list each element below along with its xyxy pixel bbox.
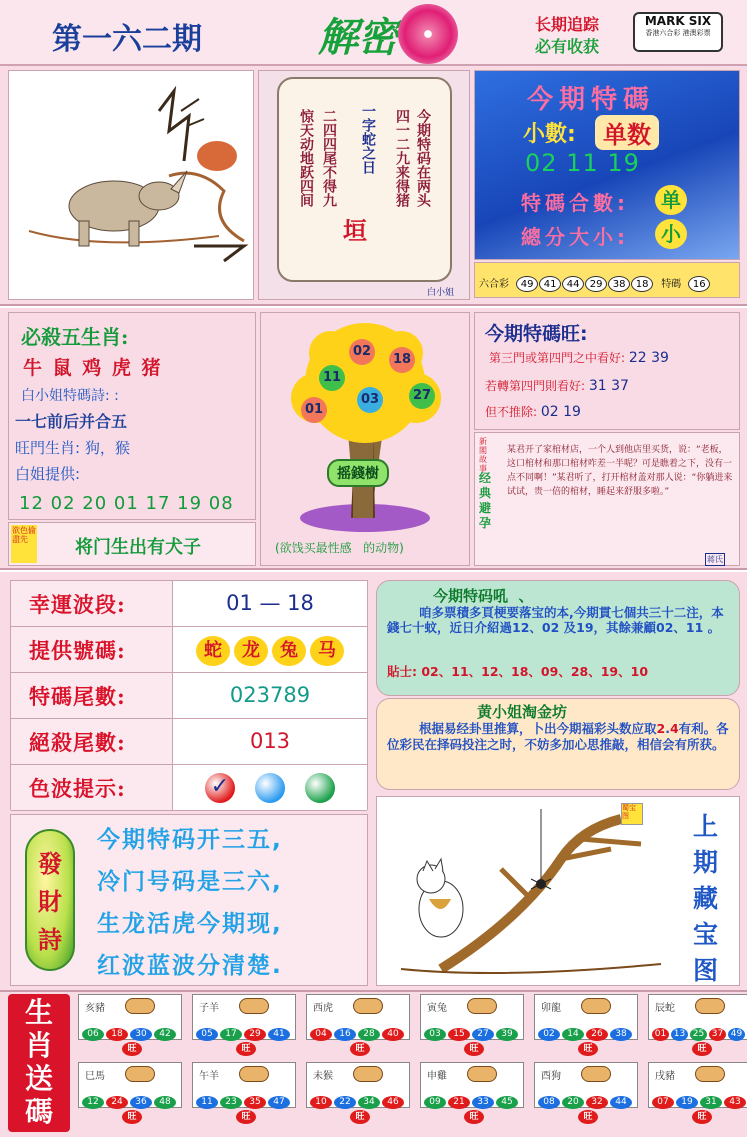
slogan-2: 必有收获 bbox=[535, 37, 600, 56]
zodiac-ball: 01 bbox=[652, 1028, 669, 1041]
story-side: 经典避孕 bbox=[479, 471, 492, 530]
page-title: 解密 bbox=[318, 14, 398, 61]
kill-panel bbox=[8, 312, 256, 520]
tree-ball: 18 bbox=[389, 347, 415, 373]
zodiac-card bbox=[306, 994, 410, 1040]
zodiac-name: 寅兔 bbox=[427, 1003, 447, 1014]
prosper-panel bbox=[474, 312, 740, 430]
wang-badge: 旺 bbox=[692, 1042, 712, 1056]
animal-chip: 蛇 bbox=[196, 636, 230, 666]
zodiac-animal-icon bbox=[353, 998, 383, 1014]
wang-badge: 旺 bbox=[236, 1042, 256, 1056]
zodiac-balls bbox=[424, 1089, 520, 1109]
sum-value: 单 bbox=[655, 185, 687, 215]
cat-tree-icon bbox=[381, 799, 681, 985]
info-row-value: 01 — 18 bbox=[173, 581, 367, 626]
zodiac-ball: 18 bbox=[106, 1028, 128, 1041]
story-panel bbox=[474, 432, 740, 566]
prosper-line-1: 第三門或第四門之中看好: 22 39 bbox=[489, 350, 669, 366]
info-row-value bbox=[173, 765, 367, 810]
animal-chip: 龙 bbox=[234, 636, 268, 666]
lotto-ball: 18 bbox=[631, 276, 653, 292]
kill-numbers: 12 02 20 01 17 19 08 bbox=[19, 493, 234, 514]
tree-ball: 11 bbox=[319, 365, 345, 391]
tree-caption: (欲饯买最性感 的动物) bbox=[275, 541, 404, 555]
te-ball: 16 bbox=[688, 276, 710, 292]
lotto-ball: 38 bbox=[608, 276, 630, 292]
zodiac-card bbox=[648, 994, 747, 1040]
facai-line-3: 生龙活虎今期现, bbox=[97, 911, 283, 937]
wang-men: 旺門生肖: 狗，猴 bbox=[15, 439, 130, 457]
zodiac-animal-icon bbox=[467, 1066, 497, 1082]
zodiac-ball: 19 bbox=[676, 1096, 698, 1109]
wang-badge: 旺 bbox=[350, 1042, 370, 1056]
special-panel bbox=[474, 70, 740, 260]
zodiac-name: 戌豬 bbox=[655, 1071, 675, 1082]
zodiac-name: 辰蛇 bbox=[655, 1003, 675, 1014]
wang-badge: 旺 bbox=[122, 1110, 142, 1124]
zodiac-name: 未猴 bbox=[313, 1071, 333, 1082]
zodiac-animal-icon bbox=[695, 1066, 725, 1082]
animal-chip: 兔 bbox=[272, 636, 306, 666]
zodiac-ball: 03 bbox=[424, 1028, 446, 1041]
zodiac-ball: 38 bbox=[610, 1028, 632, 1041]
rhino-icon bbox=[9, 71, 253, 299]
zodiac-balls bbox=[424, 1021, 520, 1041]
zodiac-card bbox=[420, 994, 524, 1040]
zodiac-balls bbox=[538, 1089, 634, 1109]
zodiac-name: 卯龍 bbox=[541, 1003, 561, 1014]
gold-hl-1: 2 bbox=[656, 721, 666, 736]
zodiac-card bbox=[534, 1062, 638, 1108]
color-ball: ✓ bbox=[205, 773, 235, 803]
gold-text: 根据易经卦里推算，卜出今期福彩头数应取2.4有利。各位彩民在择码投注之时，不妨多加心思推敲，相信会有所获。 bbox=[387, 721, 729, 752]
treasure-title: 上期藏宝图 bbox=[693, 812, 719, 985]
zodiac-ball: 08 bbox=[538, 1096, 560, 1109]
proverb-tag: 欲色偷盡先 bbox=[11, 525, 37, 563]
wang-badge: 旺 bbox=[578, 1042, 598, 1056]
zodiac-ball: 45 bbox=[496, 1096, 518, 1109]
zodiac-name: 巳馬 bbox=[85, 1071, 105, 1082]
riddle-vertical: 一字蛇之日 bbox=[360, 104, 376, 174]
story-text: 某君开了家棺材店，一个人到他店里买货，说：“老板，这口棺材和那口棺材咋差一半呢？可是瞧着之下，没有一点不同啊！”某君听了，打开棺材盖对那人说：“你躺进来试试，贵一倍的棺材，睡起来舒服多啦。” bbox=[507, 445, 733, 497]
facai-badge: 發 財 詩 bbox=[25, 829, 75, 971]
total-label: 總分大小: bbox=[521, 225, 629, 249]
lotto-ball: 49 bbox=[516, 276, 538, 292]
zodiac-ball: 49 bbox=[728, 1028, 745, 1041]
tree-ball: 27 bbox=[409, 383, 435, 409]
zodiac-ball: 10 bbox=[310, 1096, 332, 1109]
poem-title: 白小姐特碼詩: : bbox=[21, 388, 119, 404]
color-ball bbox=[255, 773, 285, 803]
info-row bbox=[11, 627, 367, 673]
slogan-1: 长期追踪 bbox=[535, 15, 600, 34]
wang-badge: 旺 bbox=[578, 1110, 598, 1124]
wang-badge: 旺 bbox=[464, 1110, 484, 1124]
zodiac-ball: 06 bbox=[82, 1028, 104, 1041]
zodiac-ball: 15 bbox=[448, 1028, 470, 1041]
zodiac-card bbox=[78, 994, 182, 1040]
wang-badge: 旺 bbox=[350, 1110, 370, 1124]
zodiac-ball: 27 bbox=[472, 1028, 494, 1041]
zodiac-ball: 13 bbox=[671, 1028, 688, 1041]
zodiac-card bbox=[192, 1062, 296, 1108]
zodiac-ball: 35 bbox=[244, 1096, 266, 1109]
zodiac-ball: 43 bbox=[724, 1096, 746, 1109]
zodiac-name: 午羊 bbox=[199, 1071, 219, 1082]
scroll-panel bbox=[258, 70, 470, 300]
tree-ball: 01 bbox=[301, 397, 327, 423]
zodiac-name: 申雞 bbox=[427, 1071, 447, 1082]
zodiac-ball: 32 bbox=[586, 1096, 608, 1109]
zodiac-card bbox=[648, 1062, 747, 1108]
zodiac-balls bbox=[82, 1021, 178, 1041]
zodiac-card bbox=[78, 1062, 182, 1108]
zodiac-balls bbox=[652, 1089, 747, 1109]
zodiac-name: 西虎 bbox=[313, 1003, 333, 1014]
zodiac-ball: 46 bbox=[382, 1096, 404, 1109]
info-row-value bbox=[173, 627, 367, 672]
color-ball bbox=[305, 773, 335, 803]
zodiac-name: 子羊 bbox=[199, 1003, 219, 1014]
issue-label: 第一六二期 bbox=[52, 22, 202, 57]
info-row bbox=[11, 765, 367, 811]
small-value: 单数 bbox=[595, 115, 659, 150]
zodiac-animal-icon bbox=[239, 998, 269, 1014]
zodiac-card bbox=[534, 994, 638, 1040]
proverb-panel bbox=[8, 522, 256, 566]
roar-panel bbox=[376, 580, 740, 696]
riddle-answer: 垣 bbox=[343, 216, 367, 245]
info-row bbox=[11, 673, 367, 719]
treasure-panel bbox=[376, 796, 740, 986]
zodiac-name: 亥豬 bbox=[85, 1003, 105, 1014]
poem-col-1: 今期特码在两头 bbox=[415, 109, 431, 207]
poem-line: 一七前后并合五 bbox=[15, 412, 128, 431]
roar-title: 今期特码吼 、 bbox=[433, 587, 534, 605]
prosper-line-3: 但不推除: 02 19 bbox=[485, 404, 581, 420]
lotto-ball: 44 bbox=[562, 276, 584, 292]
zodiac-ball: 37 bbox=[709, 1028, 726, 1041]
zodiac-ball: 48 bbox=[154, 1096, 176, 1109]
seal-stamp: 蒋氏 bbox=[707, 555, 723, 564]
story-tag: 新閣故事 bbox=[479, 437, 487, 473]
zodiac-animal-icon bbox=[695, 998, 725, 1014]
info-table bbox=[10, 580, 368, 810]
prosper-title: 今期特碼旺: bbox=[485, 323, 588, 345]
poem-col-3: 二四四尾不得九 bbox=[321, 109, 337, 207]
zodiac-ball: 14 bbox=[562, 1028, 584, 1041]
money-tree-panel bbox=[260, 312, 470, 566]
tree-label: 摇錢樹 bbox=[327, 459, 389, 487]
facai-panel bbox=[10, 814, 368, 986]
lotto-ball: 41 bbox=[539, 276, 561, 292]
zodiac-ball: 02 bbox=[538, 1028, 560, 1041]
te-label: 特碼 bbox=[661, 279, 682, 290]
zodiac-card bbox=[306, 1062, 410, 1108]
special-numbers: 02 11 19 bbox=[525, 149, 640, 177]
animal-chip: 马 bbox=[310, 636, 344, 666]
zodiac-ball: 07 bbox=[652, 1096, 674, 1109]
zodiac-ball: 09 bbox=[424, 1096, 446, 1109]
special-title: 今期特碼 bbox=[527, 85, 656, 115]
zodiac-ball: 29 bbox=[244, 1028, 266, 1041]
lotto-label: 六合彩 bbox=[479, 279, 509, 290]
wang-badge: 旺 bbox=[464, 1042, 484, 1056]
small-label: 小數: bbox=[523, 122, 576, 147]
treasure-badge: 蜀宝图 bbox=[621, 803, 643, 825]
zodiac-ball: 39 bbox=[496, 1028, 518, 1041]
header bbox=[0, 0, 747, 66]
info-row-value: 013 bbox=[173, 719, 367, 764]
cd-disc-icon bbox=[398, 4, 458, 64]
info-row-value: 023789 bbox=[173, 673, 367, 718]
tree-ball: 03 bbox=[357, 387, 383, 413]
zodiac-ball: 20 bbox=[562, 1096, 584, 1109]
info-row-label: 提供號碼: bbox=[11, 627, 173, 672]
info-row bbox=[11, 581, 367, 627]
zodiac-ball: 31 bbox=[700, 1096, 722, 1109]
zodiac-ball: 21 bbox=[448, 1096, 470, 1109]
facai-line-4: 红波蓝波分清楚. bbox=[97, 953, 283, 979]
info-row-label: 絕殺尾數: bbox=[11, 719, 173, 764]
zodiac-ball: 34 bbox=[358, 1096, 380, 1109]
zodiac-balls bbox=[538, 1021, 634, 1041]
zodiac-card bbox=[420, 1062, 524, 1108]
zodiac-animal-icon bbox=[125, 1066, 155, 1082]
kill-animals: 牛 鼠 鸡 虎 猪 bbox=[23, 357, 163, 379]
rhino-illustration bbox=[8, 70, 254, 300]
zodiac-ball: 44 bbox=[610, 1096, 632, 1109]
lotto-ball: 29 bbox=[585, 276, 607, 292]
zodiac-card bbox=[192, 994, 296, 1040]
kill-title: 必殺五生肖: bbox=[21, 325, 129, 349]
zodiac-ball: 05 bbox=[196, 1028, 218, 1041]
zodiac-ball: 41 bbox=[268, 1028, 290, 1041]
zodiac-ball: 28 bbox=[358, 1028, 380, 1041]
info-row-label: 特碼尾數: bbox=[11, 673, 173, 718]
poem-col-2: 四一二九来得猪 bbox=[394, 109, 410, 207]
zodiac-ball: 47 bbox=[268, 1096, 290, 1109]
zodiac-ball: 42 bbox=[154, 1028, 176, 1041]
zodiac-balls bbox=[310, 1021, 406, 1041]
wang-badge: 旺 bbox=[236, 1110, 256, 1124]
total-value: 小 bbox=[655, 219, 687, 249]
info-row-label: 色波提示: bbox=[11, 765, 173, 810]
provider: 白姐提供: bbox=[15, 465, 81, 483]
zodiac-ball: 33 bbox=[472, 1096, 494, 1109]
zodiac-balls bbox=[310, 1089, 406, 1109]
zodiac-balls bbox=[82, 1089, 178, 1109]
zodiac-animal-icon bbox=[581, 998, 611, 1014]
info-row-label: 幸運波段: bbox=[11, 581, 173, 626]
zodiac-animal-icon bbox=[353, 1066, 383, 1082]
zodiac-ball: 22 bbox=[334, 1096, 356, 1109]
proverb: 将门生出有犬子 bbox=[75, 537, 201, 558]
facai-line-2: 冷门号码是三六, bbox=[97, 869, 283, 895]
zodiac-ball: 26 bbox=[586, 1028, 608, 1041]
prosper-line-2: 若轉第四門則看好: 31 37 bbox=[485, 378, 629, 394]
lotto-result-bar bbox=[474, 262, 740, 298]
roar-text: 咱多票積多頁梗要落宝的本,今期貫七個共三十二注，本錢七十蚊，近日介紹過12、02 及19，其餘兼顧02、11 。 bbox=[387, 605, 724, 635]
wang-badge: 旺 bbox=[692, 1110, 712, 1124]
gold-title: 黄小姐淘金坊 bbox=[477, 703, 568, 721]
facai-line-1: 今期特码开三五, bbox=[97, 827, 283, 853]
zodiac-animal-icon bbox=[581, 1066, 611, 1082]
zodiac-ball: 24 bbox=[106, 1096, 128, 1109]
zodiac-balls bbox=[652, 1021, 747, 1041]
tree-ball: 02 bbox=[349, 339, 375, 365]
lotto-balls bbox=[516, 272, 654, 291]
zodiac-animal-icon bbox=[467, 998, 497, 1014]
zodiac-ball: 40 bbox=[382, 1028, 404, 1041]
zodiac-ball: 12 bbox=[82, 1096, 104, 1109]
scroll-credit: 白小姐 bbox=[427, 288, 455, 298]
zodiac-ball: 25 bbox=[690, 1028, 707, 1041]
zodiac-ball: 30 bbox=[130, 1028, 152, 1041]
wang-badge: 旺 bbox=[122, 1042, 142, 1056]
poem-col-4: 惊天动地跃四间 bbox=[298, 109, 314, 207]
zodiac-balls bbox=[196, 1089, 292, 1109]
zodiac-ball: 23 bbox=[220, 1096, 242, 1109]
info-row bbox=[11, 719, 367, 765]
roar-tip: 貼士: 02、11、12、18、09、28、19、10 bbox=[387, 664, 649, 679]
zodiac-animal-icon bbox=[239, 1066, 269, 1082]
zodiac-title: 生肖送碼 bbox=[8, 994, 70, 1132]
gold-panel bbox=[376, 698, 740, 790]
gold-hl-2: 4 bbox=[669, 721, 679, 736]
zodiac-ball: 17 bbox=[220, 1028, 242, 1041]
zodiac-ball: 36 bbox=[130, 1096, 152, 1109]
zodiac-ball: 11 bbox=[196, 1096, 218, 1109]
zodiac-name: 酉狗 bbox=[541, 1071, 561, 1082]
sum-label: 特碼合數: bbox=[521, 191, 629, 215]
zodiac-ball: 04 bbox=[310, 1028, 332, 1041]
mark-six-logo: MARK SIX 香港六合彩 港澳彩票 bbox=[633, 12, 723, 52]
zodiac-balls bbox=[196, 1021, 292, 1041]
zodiac-animal-icon bbox=[125, 998, 155, 1014]
zodiac-ball: 16 bbox=[334, 1028, 356, 1041]
